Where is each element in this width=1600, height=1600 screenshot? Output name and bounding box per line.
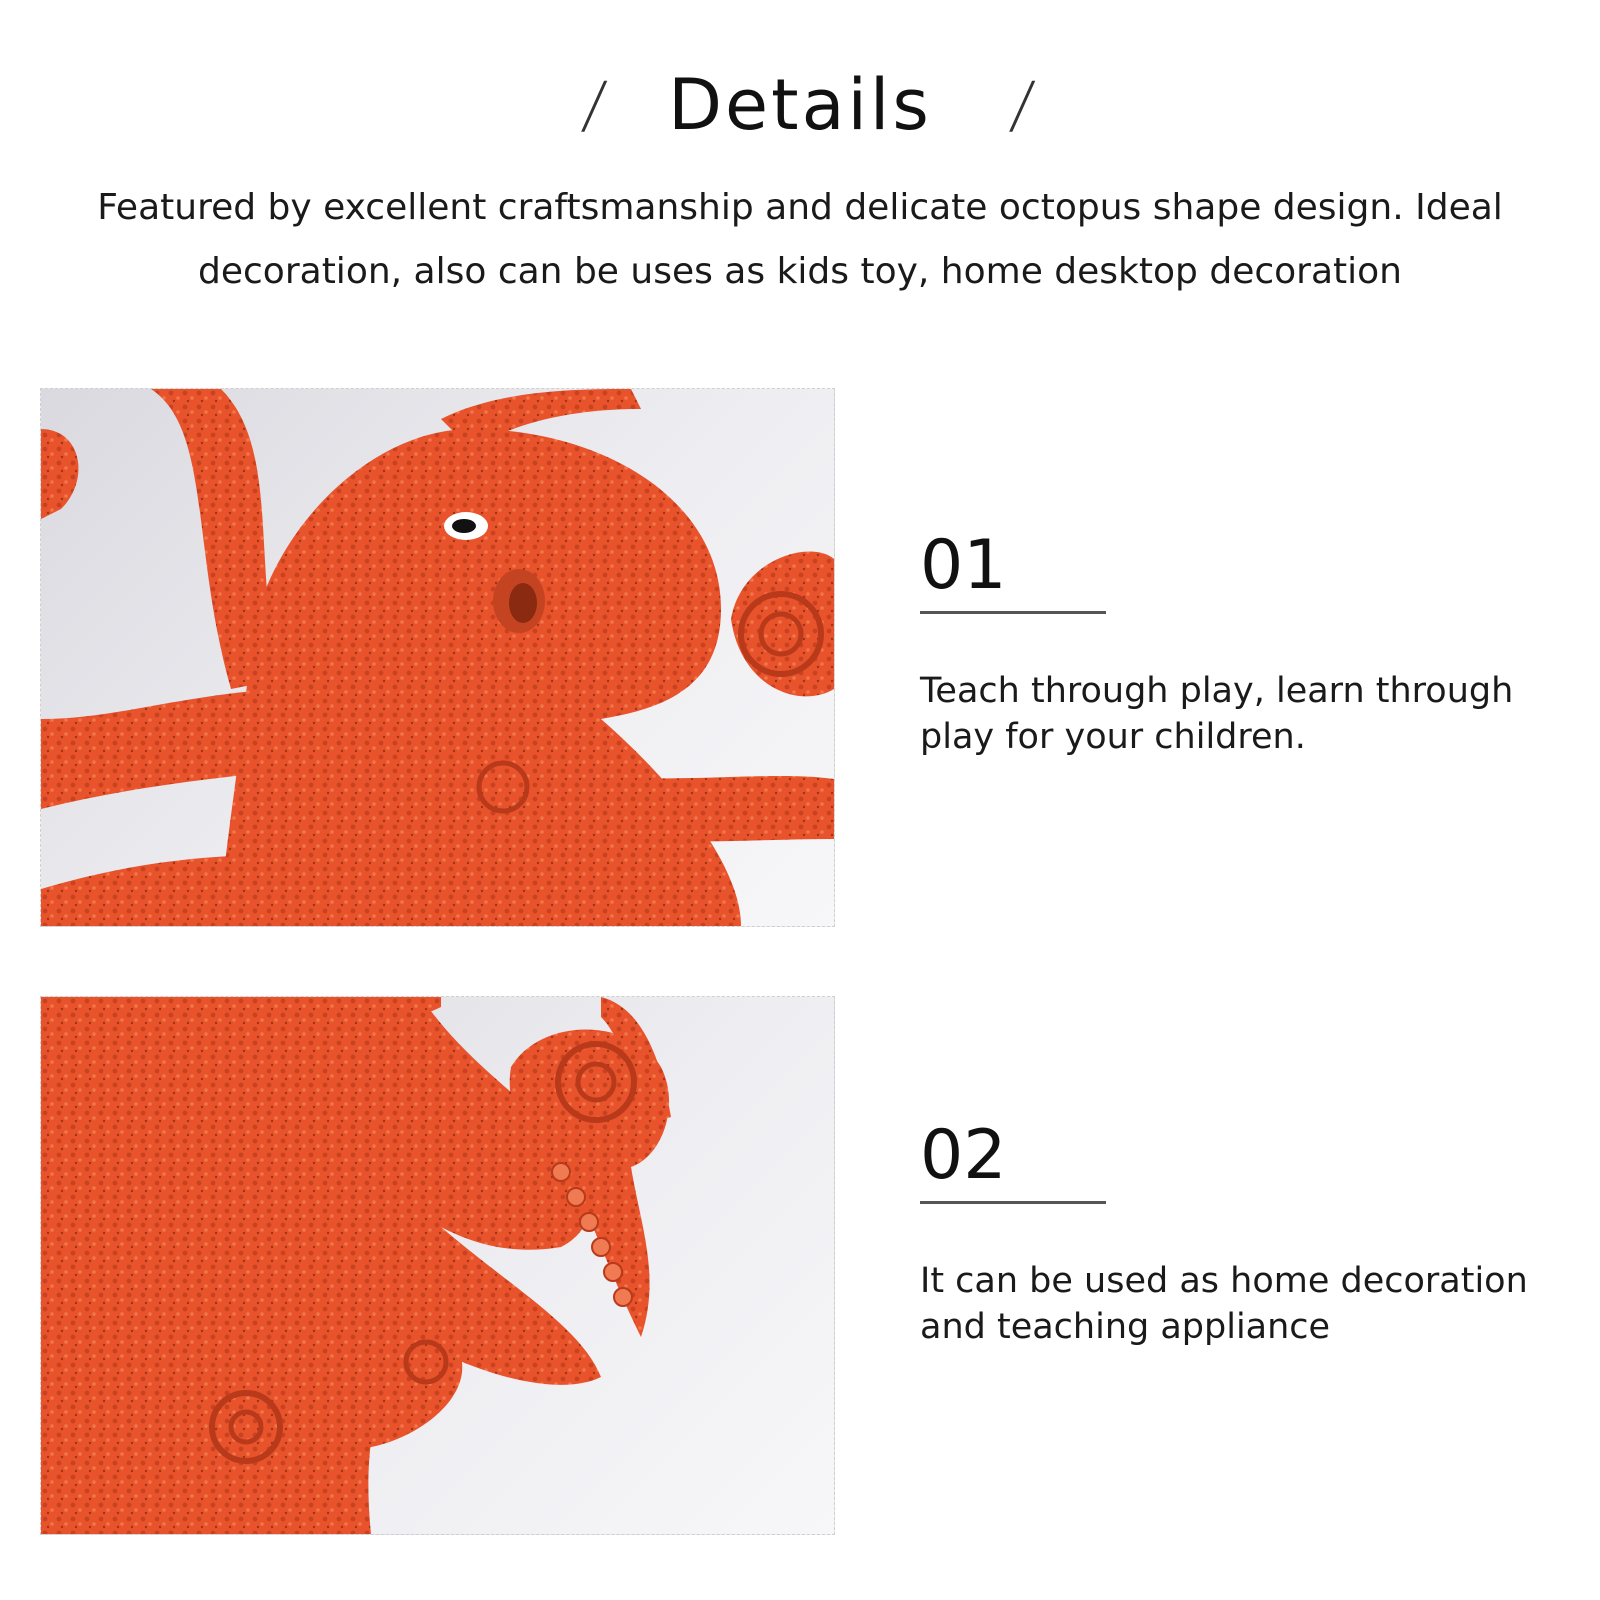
- octopus-photo-1: [40, 388, 835, 927]
- feature-number: 02: [920, 1115, 1106, 1204]
- feature-02: [920, 1115, 1540, 1350]
- details-header: [0, 60, 1600, 150]
- title-slash-right: /: [1006, 68, 1039, 141]
- feature-01: [920, 525, 1540, 760]
- page-title: Details: [668, 64, 932, 146]
- octopus-head-illustration: [41, 389, 834, 926]
- feature-number: 01: [920, 525, 1106, 614]
- title-slash-left: /: [578, 68, 611, 141]
- octopus-photo-2: [40, 996, 835, 1535]
- feature-description: It can be used as home decoration and teaching appliance: [920, 1261, 1528, 1347]
- octopus-tentacles-illustration: [41, 997, 834, 1534]
- intro-text: Featured by excellent craftsmanship and delicate octopus shape design. Ideal decoration, also can be uses as kids toy, home desktop decoration: [97, 187, 1503, 292]
- feature-description: Teach through play, learn through play for your children.: [920, 671, 1514, 757]
